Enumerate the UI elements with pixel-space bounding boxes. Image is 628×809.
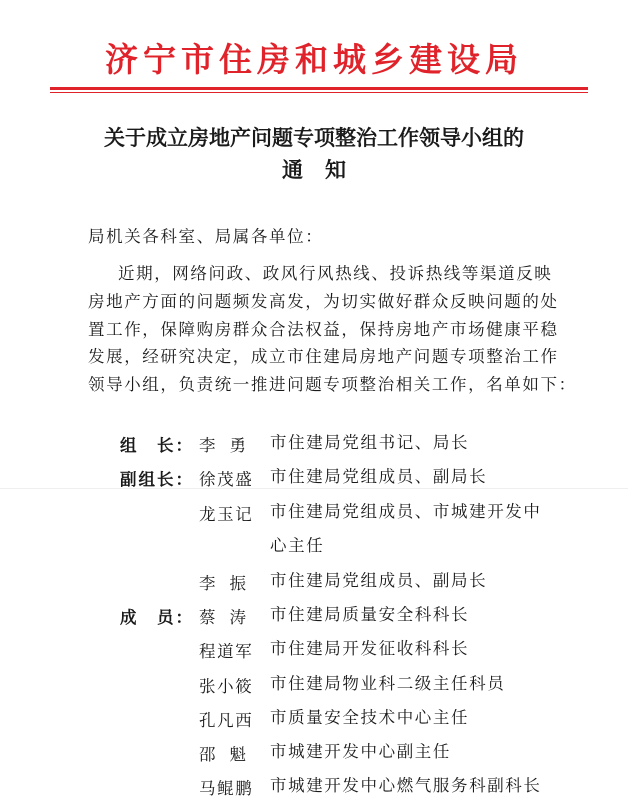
salutation: 局机关各科室、局属各单位： [88,227,324,246]
member-name: 马鲲鹏 [199,779,254,798]
member-name: 徐茂盛 [199,470,254,489]
member-name: 邵魁 [199,745,260,764]
scan-fold-line [0,488,628,489]
member-name: 李勇 [199,436,260,455]
letterhead-rule-thick [50,87,588,90]
role-label: 成 员： [120,608,194,627]
body-line: 发展，经研究决定，成立市住建局房地产问题专项整治工作 [88,347,559,367]
member-name: 蔡涛 [199,608,260,627]
body-line: 房地产方面的问题频发高发，为切实做好群众反映问题的处 [88,291,559,311]
member-name: 龙玉记 [199,505,254,524]
role-label: 副组长： [120,470,194,489]
member-title: 市住建局党组成员、副局长 [270,571,488,590]
member-title: 市城建开发中心副主任 [270,742,451,761]
member-title: 市住建局质量安全科科长 [270,605,470,624]
body-line: 近期，网络问政、政风行风热线、投诉热线等渠道反映 [118,264,553,283]
member-title: 市质量安全技术中心主任 [270,708,470,727]
member-title-continued: 心主任 [270,536,325,555]
member-title: 市住建局物业科二级主任科员 [270,674,506,693]
member-title: 市住建局党组书记、局长 [270,433,470,452]
body-paragraph [88,260,577,399]
member-title: 市城建开发中心燃气服务科副科长 [270,776,542,795]
member-title: 市住建局党组成员、副局长 [270,467,488,486]
member-name: 张小筱 [199,677,254,696]
member-title: 市住建局党组成员、市城建开发中 [270,502,542,521]
member-name: 孔凡西 [199,711,254,730]
body-line: 领导小组，负责统一推进问题专项整治相关工作，名单如下： [88,375,577,395]
notice-title-line2: 通知 [282,157,368,182]
member-name: 程道军 [199,642,254,661]
role-label: 组 长： [120,436,194,455]
member-title: 市住建局开发征收科科长 [270,639,470,658]
agency-letterhead: 济宁市住房和城乡建设局 [105,40,523,79]
letterhead-rule-thin [50,92,588,93]
notice-title-line1: 关于成立房地产问题专项整治工作领导小组的 [104,125,524,150]
body-line: 置工作，保障购房群众合法权益，保持房地产市场健康平稳 [88,319,559,339]
member-name: 李振 [199,574,260,593]
